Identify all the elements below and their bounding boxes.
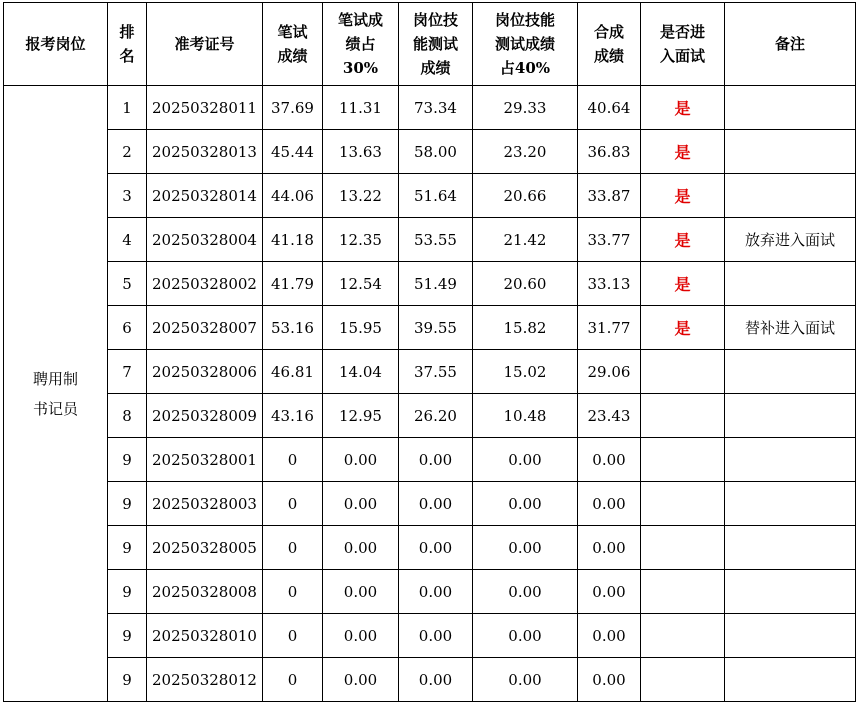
cell-skill-pct: 21.42 [473,218,578,262]
cell-exam-no: 20250328003 [147,482,263,526]
header-written-pct: 笔试成绩占30% [323,3,399,86]
cell-note [725,394,856,438]
position-cell [4,86,108,702]
cell-written-pct: 0.00 [323,482,399,526]
table-row [4,614,856,658]
cell-total: 0.00 [578,526,641,570]
cell-skill-pct: 0.00 [473,438,578,482]
cell-written: 0 [263,658,323,702]
cell-skill-pct: 0.00 [473,482,578,526]
cell-rank: 9 [108,614,147,658]
table-row [4,526,856,570]
cell-interview: 是 [641,306,725,350]
cell-rank: 4 [108,218,147,262]
table-row [4,570,856,614]
cell-total: 31.77 [578,306,641,350]
cell-rank: 9 [108,482,147,526]
cell-rank: 3 [108,174,147,218]
table-row [4,218,856,262]
cell-exam-no: 20250328011 [147,86,263,130]
cell-interview [641,526,725,570]
cell-interview: 是 [641,86,725,130]
table-row [4,306,856,350]
table-row [4,438,856,482]
cell-written-pct: 11.31 [323,86,399,130]
cell-total: 33.87 [578,174,641,218]
cell-skill: 26.20 [399,394,473,438]
cell-note: 放弃进入面试 [725,218,856,262]
cell-rank: 2 [108,130,147,174]
cell-rank: 1 [108,86,147,130]
position-line: 聘用制 [32,369,78,388]
cell-skill: 37.55 [399,350,473,394]
cell-rank: 9 [108,570,147,614]
cell-note [725,262,856,306]
cell-exam-no: 20250328001 [147,438,263,482]
cell-total: 40.64 [578,86,641,130]
header-interview: 是否进入面试 [641,3,725,86]
cell-written-pct: 0.00 [323,658,399,702]
cell-interview: 是 [641,174,725,218]
cell-written: 0 [263,570,323,614]
header-skill: 岗位技能测试成绩 [399,3,473,86]
cell-rank: 6 [108,306,147,350]
cell-interview: 是 [641,218,725,262]
cell-note [725,482,856,526]
cell-skill-pct: 23.20 [473,130,578,174]
cell-exam-no: 20250328006 [147,350,263,394]
cell-total: 33.77 [578,218,641,262]
header-skill-pct: 岗位技能测试成绩占40% [473,3,578,86]
cell-written-pct: 12.54 [323,262,399,306]
cell-exam-no: 20250328014 [147,174,263,218]
cell-written-pct: 14.04 [323,350,399,394]
cell-total: 0.00 [578,438,641,482]
cell-exam-no: 20250328010 [147,614,263,658]
cell-total: 23.43 [578,394,641,438]
cell-skill: 0.00 [399,570,473,614]
cell-rank: 9 [108,526,147,570]
position-line: 书记员 [32,399,78,418]
cell-skill-pct: 15.82 [473,306,578,350]
cell-skill-pct: 10.48 [473,394,578,438]
table-row [4,350,856,394]
cell-written: 41.18 [263,218,323,262]
cell-skill: 0.00 [399,614,473,658]
cell-written: 44.06 [263,174,323,218]
cell-interview [641,614,725,658]
cell-skill: 39.55 [399,306,473,350]
cell-written-pct: 12.95 [323,394,399,438]
cell-rank: 7 [108,350,147,394]
cell-skill-pct: 0.00 [473,526,578,570]
cell-skill: 0.00 [399,658,473,702]
cell-skill: 0.00 [399,526,473,570]
cell-exam-no: 20250328009 [147,394,263,438]
cell-written: 0 [263,482,323,526]
cell-written: 0 [263,614,323,658]
cell-skill-pct: 0.00 [473,614,578,658]
cell-exam-no: 20250328013 [147,130,263,174]
cell-rank: 5 [108,262,147,306]
cell-skill-pct: 20.60 [473,262,578,306]
score-table [3,2,856,702]
cell-skill: 73.34 [399,86,473,130]
cell-skill-pct: 0.00 [473,570,578,614]
cell-exam-no: 20250328008 [147,570,263,614]
cell-exam-no: 20250328005 [147,526,263,570]
table-row [4,174,856,218]
cell-note [725,438,856,482]
cell-skill: 51.49 [399,262,473,306]
header-position: 报考岗位 [4,3,108,86]
header-total: 合成成绩 [578,3,641,86]
cell-exam-no: 20250328007 [147,306,263,350]
table-row [4,86,856,130]
cell-skill: 51.64 [399,174,473,218]
cell-exam-no: 20250328002 [147,262,263,306]
cell-note [725,86,856,130]
cell-written: 0 [263,438,323,482]
cell-skill-pct: 20.66 [473,174,578,218]
cell-total: 0.00 [578,614,641,658]
cell-skill-pct: 29.33 [473,86,578,130]
cell-written-pct: 0.00 [323,526,399,570]
table-row [4,394,856,438]
cell-written: 41.79 [263,262,323,306]
cell-skill: 53.55 [399,218,473,262]
table-row [4,130,856,174]
cell-skill: 0.00 [399,438,473,482]
cell-total: 33.13 [578,262,641,306]
cell-written: 45.44 [263,130,323,174]
cell-skill-pct: 0.00 [473,658,578,702]
cell-note [725,614,856,658]
cell-rank: 8 [108,394,147,438]
cell-total: 0.00 [578,570,641,614]
cell-interview: 是 [641,262,725,306]
cell-written: 53.16 [263,306,323,350]
cell-skill: 58.00 [399,130,473,174]
cell-note [725,130,856,174]
cell-skill: 0.00 [399,482,473,526]
table-body [4,86,856,702]
cell-written-pct: 13.63 [323,130,399,174]
table-row [4,262,856,306]
cell-exam-no: 20250328004 [147,218,263,262]
cell-note [725,658,856,702]
cell-interview [641,438,725,482]
cell-total: 36.83 [578,130,641,174]
cell-total: 29.06 [578,350,641,394]
cell-interview [641,350,725,394]
cell-written-pct: 0.00 [323,570,399,614]
cell-interview [641,394,725,438]
cell-written-pct: 0.00 [323,438,399,482]
cell-rank: 9 [108,438,147,482]
cell-interview: 是 [641,130,725,174]
cell-total: 0.00 [578,658,641,702]
header-note: 备注 [725,3,856,86]
table-row [4,658,856,702]
cell-written: 43.16 [263,394,323,438]
cell-note: 替补进入面试 [725,306,856,350]
header-exam-no: 准考证号 [147,3,263,86]
cell-written-pct: 12.35 [323,218,399,262]
header-written: 笔试成绩 [263,3,323,86]
cell-interview [641,570,725,614]
cell-interview [641,482,725,526]
table-row [4,482,856,526]
cell-interview [641,658,725,702]
cell-skill-pct: 15.02 [473,350,578,394]
cell-written: 46.81 [263,350,323,394]
header-rank: 排名 [108,3,147,86]
cell-note [725,570,856,614]
cell-note [725,526,856,570]
cell-rank: 9 [108,658,147,702]
cell-written-pct: 15.95 [323,306,399,350]
header-row [4,3,856,86]
cell-exam-no: 20250328012 [147,658,263,702]
cell-note [725,350,856,394]
cell-written-pct: 0.00 [323,614,399,658]
cell-note [725,174,856,218]
cell-written: 0 [263,526,323,570]
cell-written: 37.69 [263,86,323,130]
cell-total: 0.00 [578,482,641,526]
cell-written-pct: 13.22 [323,174,399,218]
